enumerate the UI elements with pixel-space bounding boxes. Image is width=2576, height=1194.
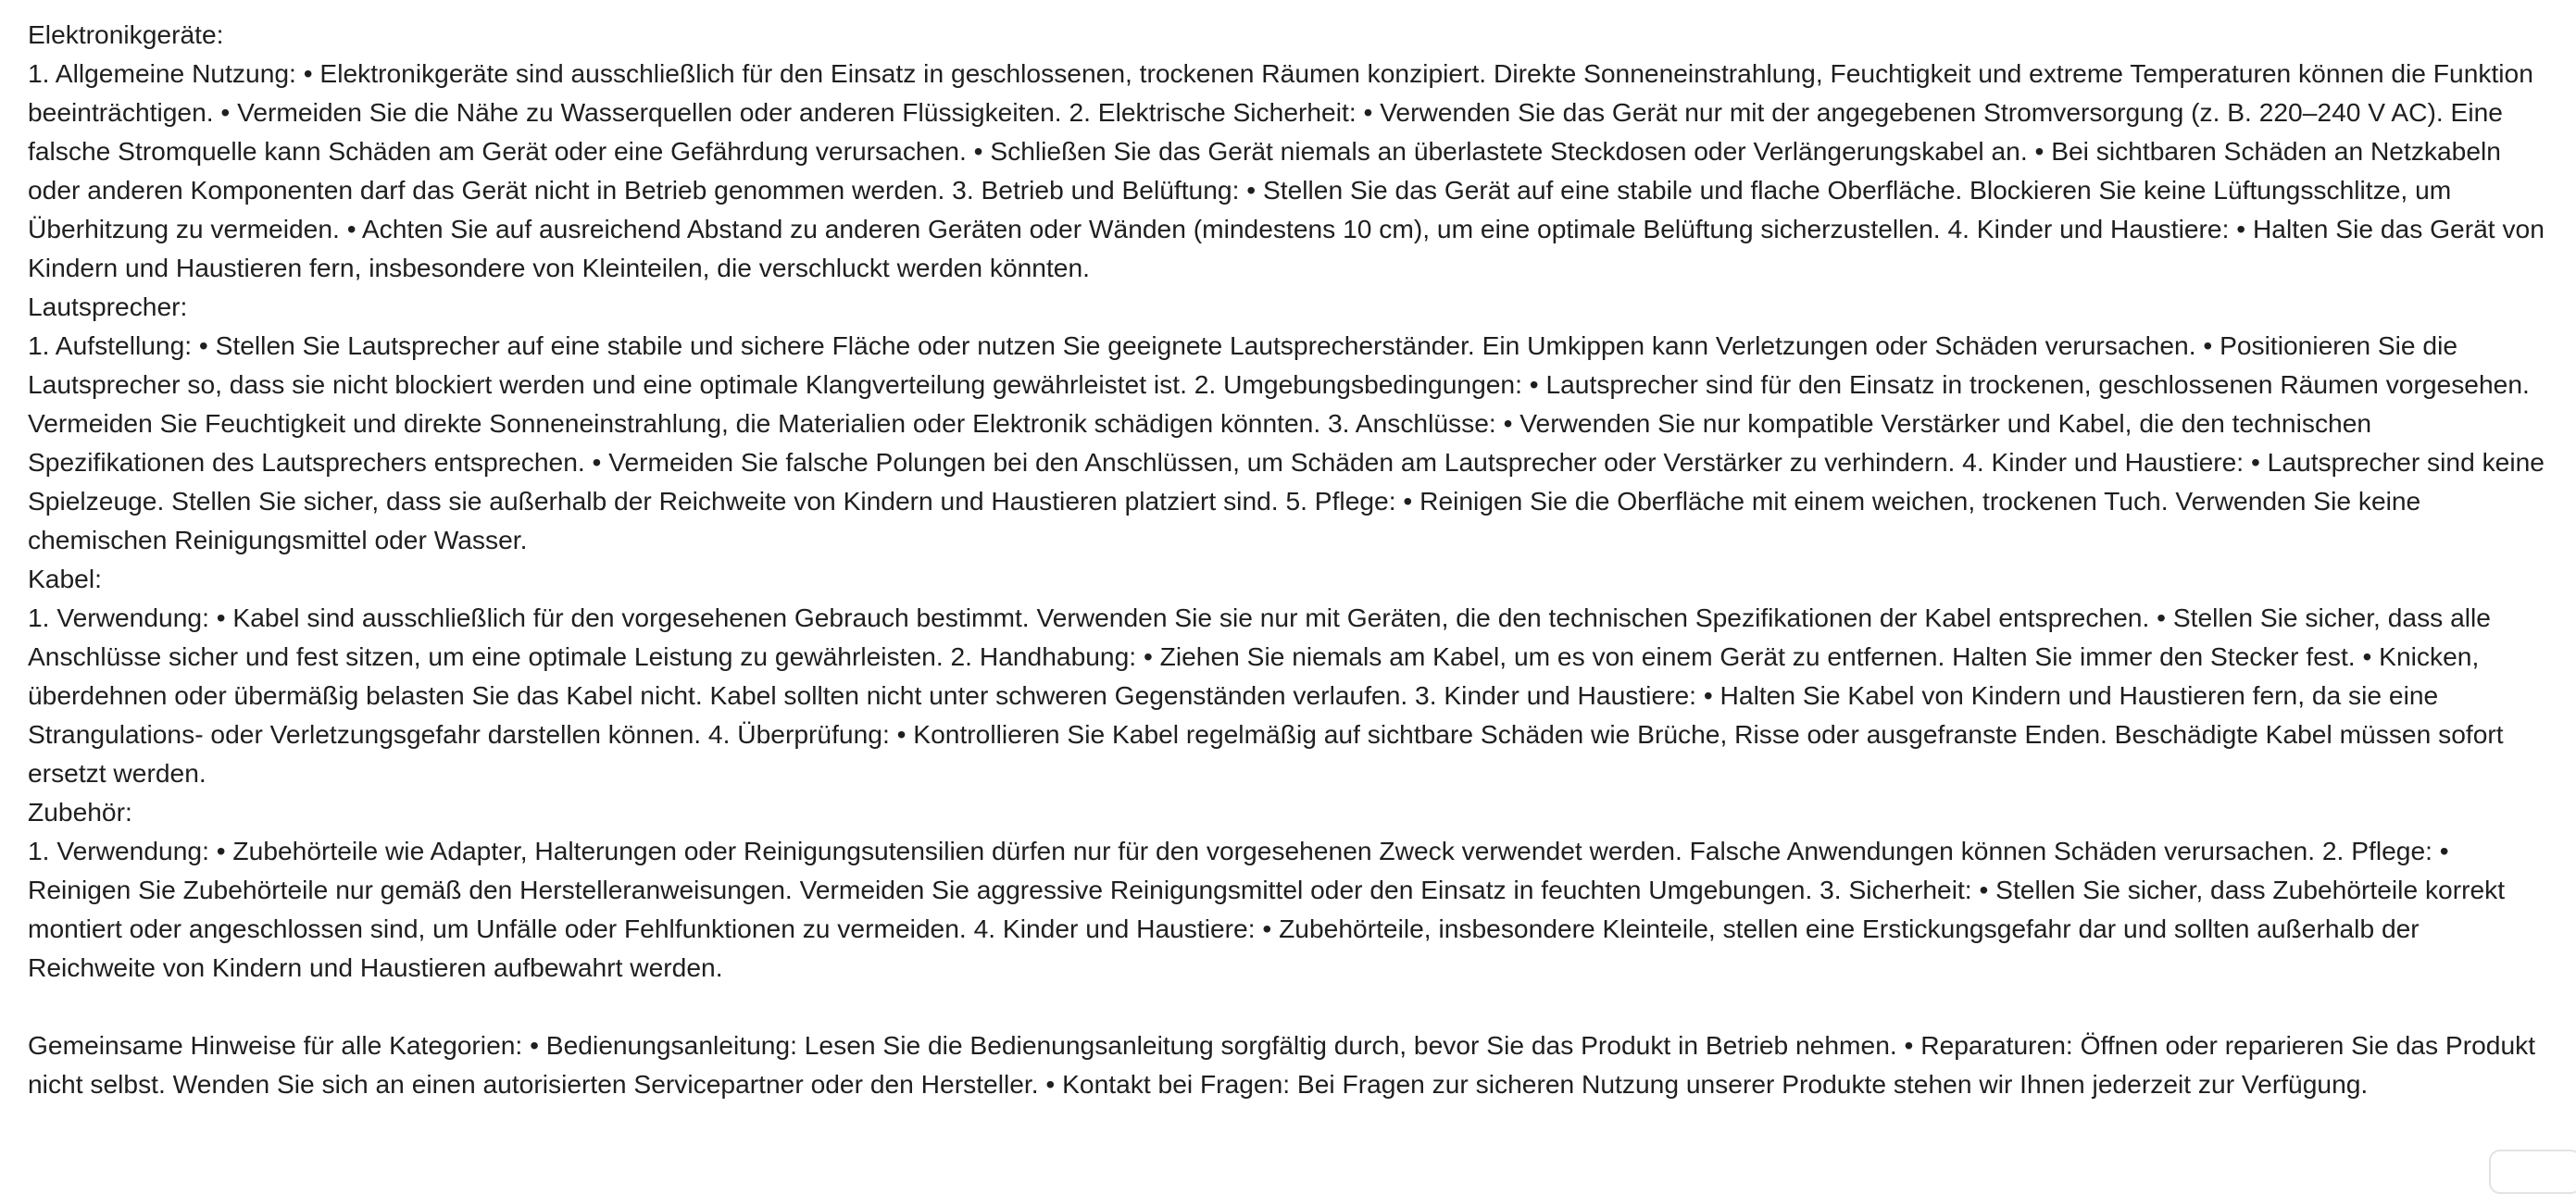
- section-heading-elektronikgeraete: Elektronikgeräte:: [28, 19, 224, 49]
- corner-widget[interactable]: [2489, 1150, 2576, 1194]
- section-heading-kabel: Kabel:: [28, 564, 102, 593]
- section-body-kabel: 1. Verwendung: • Kabel sind ausschließlich für den vorgesehenen Gebrauch bestimmt. Verwenden Sie sie nur mit Geräten, die den technischen Spezifikationen der Kabel entsprechen. • Stellen Sie sicher, dass alle Anschlüsse sicher und fest sitzen, um eine optimale Leistung zu gewährleisten. 2. Handhabung: • Ziehen Sie niemals am Kabel, um es von einem Gerät zu entfernen. Halten Sie immer den Stecker fest. • Knicken, überdehnen oder übermäßig belasten Sie das Kabel nicht. Kabel sollten nicht unter schweren Gegenständen verlaufen. 3. Kinder und Haustiere: • Halten Sie Kabel von Kindern und Haustieren fern, da sie eine Strangulations- oder Verletzungsgefahr darstellen können. 4. Überprüfung: • Kontrollieren Sie Kabel regelmäßig auf sichtbare Schäden wie Brüche, Risse oder ausgefranste Enden. Beschädigte Kabel müssen sofort ersetzt werden.: [28, 603, 2504, 788]
- paragraph-spacer: [28, 987, 2548, 1026]
- section-heading-lautsprecher: Lautsprecher:: [28, 292, 188, 321]
- common-notes: Gemeinsame Hinweise für alle Kategorien: • Bedienungsanleitung: Lesen Sie die Bedienungsanleitung sorgfältig durch, bevor Sie das Produkt in Betrieb nehmen. • Reparaturen: Öffnen oder reparieren Sie das Produkt nicht selbst. Wenden Sie sich an einen autorisierten Servicepartner oder den Hersteller. • Kontakt bei Fragen: Bei Fragen zur sicheren Nutzung unserer Produkte stehen wir Ihnen jederzeit zur Verfügung.: [28, 1030, 2536, 1099]
- section-heading-zubehoer: Zubehör:: [28, 797, 132, 827]
- document-content: [28, 15, 2548, 1103]
- section-body-lautsprecher: 1. Aufstellung: • Stellen Sie Lautsprecher auf eine stabile und sichere Fläche oder nutzen Sie geeignete Lautsprecherständer. Ein Umkippen kann Verletzungen oder Schäden verursachen. • Positionieren Sie die Lautsprecher so, dass sie nicht blockiert werden und eine optimale Klangverteilung gewährleistet ist. 2. Umgebungsbedingungen: • Lautsprecher sind für den Einsatz in trockenen, geschlossenen Räumen vorgesehen. Vermeiden Sie Feuchtigkeit und direkte Sonneneinstrahlung, die Materialien oder Elektronik schädigen könnten. 3. Anschlüsse: • Verwenden Sie nur kompatible Verstärker und Kabel, die den technischen Spezifikationen des Lautsprechers entsprechen. • Vermeiden Sie falsche Polungen bei den Anschlüssen, um Schäden am Lautsprecher oder Verstärker zu verhindern. 4. Kinder und Haustiere: • Lautsprecher sind keine Spielzeuge. Stellen Sie sicher, dass sie außerhalb der Reichweite von Kindern und Haustieren platziert sind. 5. Pflege: • Reinigen Sie die Oberfläche mit einem weichen, trockenen Tuch. Verwenden Sie keine chemischen Reinigungsmittel oder Wasser.: [28, 330, 2545, 554]
- section-body-zubehoer: 1. Verwendung: • Zubehörteile wie Adapter, Halterungen oder Reinigungsutensilien dürfen nur für den vorgesehenen Zweck verwendet werden. Falsche Anwendungen können Schäden verursachen. 2. Pflege: • Reinigen Sie Zubehörteile nur gemäß den Herstelleranweisungen. Vermeiden Sie aggressive Reinigungsmittel oder den Einsatz in feuchten Umgebungen. 3. Sicherheit: • Stellen Sie sicher, dass Zubehörteile korrekt montiert oder angeschlossen sind, um Unfälle oder Fehlfunktionen zu vermeiden. 4. Kinder und Haustiere: • Zubehörteile, insbesondere Kleinteile, stellen eine Erstickungsgefahr dar und sollten außerhalb der Reichweite von Kindern und Haustieren aufbewahrt werden.: [28, 836, 2506, 982]
- section-body-elektronikgeraete: 1. Allgemeine Nutzung: • Elektronikgeräte sind ausschließlich für den Einsatz in geschlossenen, trockenen Räumen konzipiert. Direkte Sonneneinstrahlung, Feuchtigkeit und extreme Temperaturen können die Funktion beeinträchtigen. • Vermeiden Sie die Nähe zu Wasserquellen oder anderen Flüssigkeiten. 2. Elektrische Sicherheit: • Verwenden Sie das Gerät nur mit der angegebenen Stromversorgung (z. B. 220–240 V AC). Eine falsche Stromquelle kann Schäden am Gerät oder eine Gefährdung verursachen. • Schließen Sie das Gerät niemals an überlastete Steckdosen oder Verlängerungskabel an. • Bei sichtbaren Schäden an Netzkabeln oder anderen Komponenten darf das Gerät nicht in Betrieb genommen werden. 3. Betrieb und Belüftung: • Stellen Sie das Gerät auf eine stabile und flache Oberfläche. Blockieren Sie keine Lüftungsschlitze, um Überhitzung zu vermeiden. • Achten Sie auf ausreichend Abstand zu anderen Geräten oder Wänden (mindestens 10 cm), um eine optimale Belüftung sicherzustellen. 4. Kinder und Haustiere: • Halten Sie das Gerät von Kindern und Haustieren fern, insbesondere von Kleinteilen, die verschluckt werden könnten.: [28, 58, 2545, 282]
